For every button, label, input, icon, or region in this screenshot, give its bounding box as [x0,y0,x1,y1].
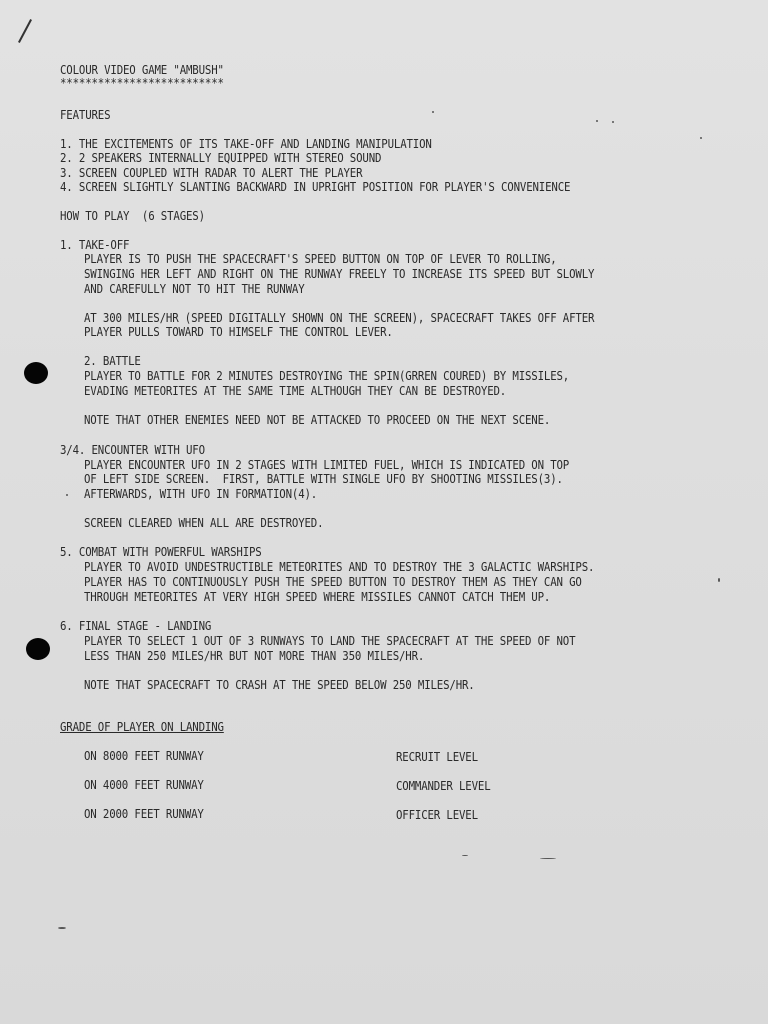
speck [718,578,720,582]
stage-text-line: EVADING METEORITES AT THE SAME TIME ALTHOUGH THEY CAN BE DESTROYED. [84,383,507,398]
stage-text-line: PLAYER TO SELECT 1 OUT OF 3 RUNWAYS TO LAND THE SPACECRAFT AT THE SPEED OF NOT [84,633,576,648]
punch-hole-upper [24,362,48,384]
feature-item: 1. THE EXCITEMENTS OF ITS TAKE-OFF AND LANDING MANIPULATION [60,136,432,151]
speck [540,858,556,859]
stage-heading: 2. BATTLE [84,353,141,368]
speck [462,855,468,856]
feature-item: 4. SCREEN SLIGHTLY SLANTING BACKWARD IN UPRIGHT POSITION FOR PLAYER'S CONVENIENCE [60,179,571,194]
stage-text-line: PLAYER IS TO PUSH THE SPACECRAFT'S SPEED BUTTON ON TOP OF LEVER TO ROLLING, [84,251,557,266]
stage-heading: 1. TAKE-OFF [60,237,130,252]
stage-text-line: LESS THAN 250 MILES/HR BUT NOT MORE THAN 350 MILES/HR. [84,648,425,663]
speck [596,120,598,122]
grade-heading: GRADE OF PLAYER ON LANDING [60,719,224,734]
speck [66,494,68,496]
stage-note: NOTE THAT OTHER ENEMIES NEED NOT BE ATTACKED TO PROCEED ON THE NEXT SCENE. [84,412,551,427]
speck [432,111,434,113]
punch-hole-lower [26,638,50,660]
stage-text-line: PLAYER HAS TO CONTINUOUSLY PUSH THE SPEED BUTTON TO DESTROY THEM AS THEY CAN GO [84,574,582,589]
how-to-play-heading: HOW TO PLAY (6 STAGES) [60,208,205,223]
stage-heading: 3/4. ENCOUNTER WITH UFO [60,442,205,457]
speck [58,927,66,929]
stage-note: NOTE THAT SPACECRAFT TO CRASH AT THE SPEED BELOW 250 MILES/HR. [84,677,475,692]
features-heading: FEATURES [60,107,111,122]
speck [612,121,614,123]
grade-runway: ON 8000 FEET RUNWAY [84,748,204,763]
stage-text-line: SWINGING HER LEFT AND RIGHT ON THE RUNWAY FREELY TO INCREASE ITS SPEED BUT SLOWLY [84,266,595,281]
feature-item: 2. 2 SPEAKERS INTERNALLY EQUIPPED WITH STEREO SOUND [60,150,382,165]
stage-text-line: AFTERWARDS, WITH UFO IN FORMATION(4). [84,486,318,501]
grade-runway: ON 2000 FEET RUNWAY [84,806,204,821]
stage-text-line: PLAYER TO BATTLE FOR 2 MINUTES DESTROYING THE SPIN(GRREN COURED) BY MISSILES, [84,368,570,383]
stage-note: SCREEN CLEARED WHEN ALL ARE DESTROYED. [84,515,324,530]
grade-level: OFFICER LEVEL [396,807,478,822]
feature-item: 3. SCREEN COUPLED WITH RADAR TO ALERT THE PLAYER [60,165,363,180]
stage-text-line: AT 300 MILES/HR (SPEED DIGITALLY SHOWN ON THE SCREEN), SPACECRAFT TAKES OFF AFTER [84,310,595,325]
speck [700,137,702,139]
stage-text-line: AND CAREFULLY NOT TO HIT THE RUNWAY [84,281,305,296]
stage-text-line: OF LEFT SIDE SCREEN. FIRST, BATTLE WITH SINGLE UFO BY SHOOTING MISSILES(3). [84,471,563,486]
stage-text-line: THROUGH METEORITES AT VERY HIGH SPEED WHERE MISSILES CANNOT CATCH THEM UP. [84,589,551,604]
grade-level: RECRUIT LEVEL [396,749,478,764]
title-underline: ************************** [60,75,224,90]
stage-text-line: PLAYER TO AVOID UNDESTRUCTIBLE METEORITES AND TO DESTROY THE 3 GALACTIC WARSHIPS. [84,559,595,574]
grade-runway: ON 4000 FEET RUNWAY [84,777,204,792]
pen-mark [18,19,32,43]
document-title: COLOUR VIDEO GAME "AMBUSH" [60,62,224,77]
stage-heading: 5. COMBAT WITH POWERFUL WARSHIPS [60,544,262,559]
stage-text-line: PLAYER PULLS TOWARD TO HIMSELF THE CONTROL LEVER. [84,324,393,339]
stage-heading: 6. FINAL STAGE - LANDING [60,618,212,633]
stage-text-line: PLAYER ENCOUNTER UFO IN 2 STAGES WITH LIMITED FUEL, WHICH IS INDICATED ON TOP [84,457,570,472]
grade-level: COMMANDER LEVEL [396,778,491,793]
